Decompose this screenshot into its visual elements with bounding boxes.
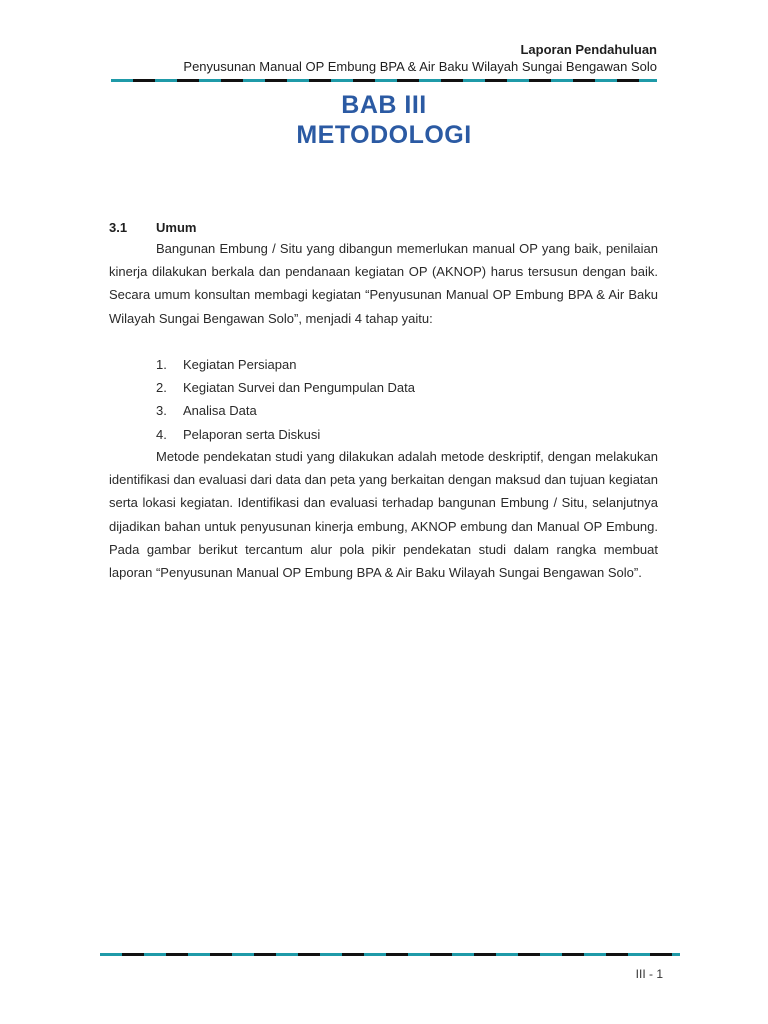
- list-item: [156, 423, 415, 446]
- list-item-text: Analisa Data: [183, 403, 257, 419]
- list-item: [156, 353, 415, 376]
- list-item-text: Kegiatan Survei dan Pengumpulan Data: [183, 380, 415, 396]
- list-item-text: Kegiatan Persiapan: [183, 357, 297, 372]
- report-title: Laporan Pendahuluan: [520, 42, 657, 57]
- stage-list: [156, 353, 415, 446]
- list-item: [156, 376, 415, 399]
- section-number: 3.1: [109, 220, 128, 235]
- paragraph-method: Metode pendekatan studi yang dilakukan adalah metode deskriptif, dengan melakukan identifikasi dan evaluasi dari data dan peta yang berkaitan dengan maksud dan tujuan kegiatan serta lokasi kegiatan. Identifikasi dan evaluasi terhadap bangunan Embung / Situ, selanjutnya dijadikan bahan untuk penyusunan kinerja embung, AKNOP embung dan Manual OP Embung. Pada gambar berikut tercantum alur pola pikir pendekatan studi dalam rangka membuat laporan “Penyusunan Manual OP Embung BPA & Air Baku Wilayah Sungai Bengawan Solo”.: [109, 449, 658, 581]
- list-item-number: 2.: [156, 380, 167, 396]
- list-item-number: 4.: [156, 426, 167, 442]
- header-divider: [111, 79, 657, 82]
- chapter-number: BAB III: [341, 91, 427, 119]
- chapter-title: METODOLOGI: [296, 121, 472, 149]
- page-number: III - 1: [635, 967, 663, 981]
- list-item-number: 3.: [156, 403, 167, 419]
- paragraph-intro: Bangunan Embung / Situ yang dibangun memerlukan manual OP yang baik, penilaian kinerja dilakukan berkala dan pendanaan kegiatan OP (AKNOP) harus tersusun dengan baik. Secara umum konsultan membagi kegiatan “Penyusunan Manual OP Embung BPA & Air Baku Wilayah Sungai Bengawan Solo”, menjadi 4 tahap yaitu:: [109, 241, 658, 326]
- footer-divider: [100, 953, 680, 956]
- list-item-text: Pelaporan serta Diskusi: [183, 426, 321, 442]
- report-subtitle: Penyusunan Manual OP Embung BPA & Air Baku Wilayah Sungai Bengawan Solo: [183, 59, 657, 74]
- list-item: [156, 399, 415, 422]
- list-item-number: 1.: [156, 357, 167, 372]
- section-title: Umum: [156, 220, 197, 235]
- section-heading: [109, 220, 196, 235]
